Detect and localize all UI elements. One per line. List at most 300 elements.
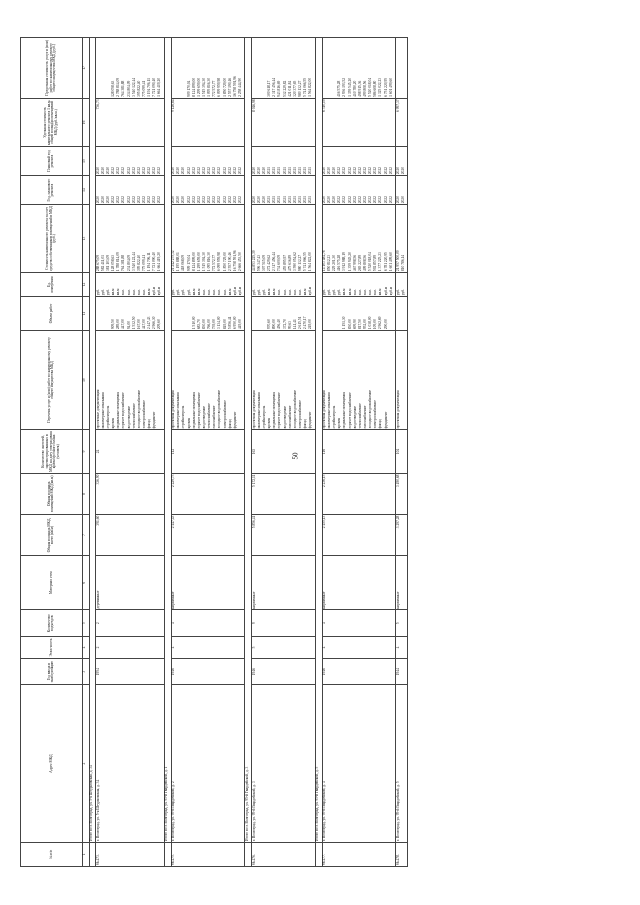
work-cost: 1 788 814,09 (116, 252, 121, 272)
work-plan-year: 2022 (126, 167, 131, 175)
work-unit: кв.м (347, 288, 352, 296)
work-limit: 6 099 959,98 (217, 77, 222, 97)
work-unit: п.м. (142, 289, 146, 296)
work-year: 2020 (332, 196, 337, 204)
build-year: 1954 (96, 658, 165, 685)
work-cost: 1 194 706,11 (147, 252, 152, 272)
work-unit: п.м. (282, 289, 287, 296)
column-header: Объем работ (21, 297, 83, 331)
work-plan-year-list (96, 147, 165, 176)
column-number: 1 (82, 842, 89, 866)
work-name: холодное водоснабжение (368, 389, 373, 429)
column-number: 11 (82, 297, 89, 331)
work-name (402, 332, 407, 429)
work-limit: 586 608,80 (373, 80, 378, 97)
table-header-row (21, 38, 83, 867)
work-name: кровля (186, 417, 191, 429)
column-number: 9 (82, 430, 89, 474)
work-plan-year: 2022 (232, 167, 237, 175)
work-name: стройконтроль (332, 405, 337, 429)
total-title: Итого по г. Волгоград, ул. 95-й Гвардейской, д. 5 (315, 38, 322, 843)
work-year: 2021 (272, 196, 277, 204)
work-cost: 418 068,09 (181, 254, 186, 272)
entrances: 5 (396, 610, 408, 637)
column-number-row (82, 38, 89, 867)
work-limit: 1 850 729,00 (222, 77, 227, 97)
work-volume: 290,00 (383, 319, 388, 330)
work-plan-year: 2022 (373, 167, 378, 175)
work-plan-year: 2022 (201, 167, 206, 175)
work-volume: 1 151,30 (342, 316, 347, 330)
work-unit: руб. (395, 289, 400, 296)
work-unit: п.м. (287, 289, 292, 296)
work-plan-year: 2022 (342, 167, 347, 175)
work-name: проектная документация (171, 390, 176, 429)
work-name: проектная документация (251, 390, 256, 429)
work-plan-year: 2022 (207, 167, 212, 175)
work-unit: руб. (332, 289, 337, 296)
work-volume: 1 532,50 (131, 316, 136, 330)
work-limit: 5 741 066,55 (303, 77, 308, 97)
column-number: 12 (82, 272, 89, 296)
unit-cost: 736,73 (96, 98, 165, 146)
work-volume: 6 950,00 (232, 316, 237, 330)
work-year: 2020 (321, 196, 326, 204)
work-unit: кв.м (303, 288, 308, 296)
work-plan-year: 2022 (227, 167, 232, 175)
building-row (171, 38, 245, 867)
work-volume: 890,00 (272, 319, 277, 330)
work-unit: куб.м (152, 286, 157, 296)
work-cost: 850 812,23 (327, 254, 332, 272)
work-plan-year: 2022 (347, 167, 352, 175)
work-plan-year: 2021 (292, 167, 297, 175)
work-limit: 2 258 444,90 (237, 77, 242, 97)
work-volume: 2 447,43 (147, 316, 152, 330)
work-unit: кв.м (378, 288, 383, 296)
work-name: газоснабжение (287, 405, 292, 429)
work-name: инженерные изыскания (176, 392, 181, 429)
work-name: фасад (378, 419, 383, 429)
work-plan-year: 2022 (352, 167, 357, 175)
work-cost: 272 429,62 (267, 254, 272, 272)
work-unit: руб. (95, 289, 100, 296)
work-year: 2022 (212, 196, 217, 204)
work-plan-year: 2020 (176, 167, 181, 175)
work-year: 2021 (287, 196, 292, 204)
work-unit: руб. (400, 289, 405, 296)
work-cost: 596 347,43 (256, 254, 261, 272)
work-cost: 5 741 066,55 (303, 252, 308, 272)
column-number: 17 (82, 38, 89, 99)
work-plan-year: 2022 (111, 167, 116, 175)
work-volume: 683,70 (196, 319, 201, 330)
work-year: 2020 (95, 196, 100, 204)
work-cost: 6 781 220,95 (383, 252, 388, 272)
work-year: 2022 (157, 196, 162, 204)
work-year: 2022 (347, 196, 352, 204)
work-year: 2022 (136, 196, 141, 204)
living-area: 336,90 (96, 473, 165, 514)
work-name-list (322, 330, 396, 429)
column-header: Предельная стоимость услуг и (или) работ по капитальному ремонту общего имущества МКД (руб.) (21, 38, 83, 99)
work-plan-year: 2022 (147, 167, 152, 175)
work-year: 2022 (142, 196, 146, 204)
work-cost: 775 099,41 (142, 254, 146, 272)
work-plan-year: 2020 (181, 167, 186, 175)
work-year: 2022 (191, 196, 196, 204)
building-row (252, 38, 315, 867)
work-plan-year: 2020 (327, 167, 332, 175)
work-volume: 970,60 (267, 319, 272, 330)
work-limit (402, 39, 407, 97)
work-year: 2022 (383, 196, 388, 204)
column-number: 16 (82, 98, 89, 146)
row-number: Sh.477. (322, 842, 396, 866)
building-address: г. Волгоград, ул. 95-й Гвардейской, д. 2 (171, 685, 245, 842)
total-title: Итого по г. Волгоград, ул. 5-я Штурмовская, д. 34 (89, 38, 96, 843)
work-cost: 8 124 899,00 (191, 252, 196, 272)
row-number: Sh.473. (96, 842, 165, 866)
work-year: 2021 (267, 196, 272, 204)
work-limit: 499 808,56 (363, 80, 368, 97)
work-unit: руб. (321, 289, 326, 296)
work-year: 2022 (152, 196, 157, 204)
work-name: фундамент (152, 411, 157, 429)
work-unit: кв.м (191, 288, 196, 296)
column-number: 4 (82, 637, 89, 659)
work-limit: 1 359 545,20 (347, 77, 352, 97)
work-year: 2020 (171, 196, 176, 204)
work-unit: п.м. (222, 289, 227, 296)
work-name: теплоснабжение (207, 403, 212, 429)
work-volume: 909,50 (111, 319, 116, 330)
total-no (245, 842, 252, 866)
work-cost: 381 103,09 (106, 254, 111, 272)
work-unit-list (171, 272, 245, 296)
work-cost: 234 804,09 (126, 254, 131, 272)
work-name-list (96, 330, 165, 429)
floors: 4 (171, 637, 245, 659)
total-title: Итого по г. Волгоград, ул. 95-й Гвардейской, д. 1 (164, 38, 171, 843)
row-number: Sh.478. (396, 842, 408, 866)
work-name-list (396, 330, 408, 429)
column-header: Перечень услуг и (или) работ по капитальному ремонту общего имущества МКД (21, 330, 83, 429)
work-volume: 209,60 (157, 319, 162, 330)
work-limit: 764 381,88 (121, 80, 126, 97)
work-year: 2020 (106, 196, 111, 204)
work-limit: 2 317 456,44 (272, 77, 277, 97)
work-cost: 3 540 122,44 (131, 252, 136, 272)
work-year: 2022 (368, 196, 373, 204)
building-row (96, 38, 165, 867)
work-unit: п.м. (368, 289, 373, 296)
work-unit: кв.м (196, 288, 201, 296)
work-cost: 3 912 988,19 (342, 252, 347, 272)
column-header: Стоимость капитального ремонта за счет средств собственников помещений в МКД (руб.) (21, 205, 83, 273)
work-limit: 1 325 022,23 (378, 77, 383, 97)
work-name: фасад (303, 419, 308, 429)
work-plan-year: 2022 (186, 167, 191, 175)
living-area: 2 236,15 (322, 473, 396, 514)
building-address: г. Волгоград, ул. 95-й Гвардейской, д. 4 (322, 685, 396, 842)
work-cost: 307 515,09 (261, 254, 266, 272)
column-number: 13 (82, 205, 89, 273)
work-volume: 1 510,00 (191, 316, 196, 330)
work-name: фундамент (383, 411, 388, 429)
column-header: Материал стен (21, 556, 83, 610)
work-name: теплоснабжение (131, 403, 136, 429)
column-number: 5 (82, 610, 89, 637)
work-year: 2022 (388, 196, 393, 204)
work-plan-year: 2020 (100, 167, 105, 175)
work-year: 2021 (277, 196, 282, 204)
work-year: 2022 (342, 196, 347, 204)
total-no (315, 842, 322, 866)
work-volume: 2 962,69 (378, 316, 383, 330)
work-name (239, 332, 244, 429)
work-year: 2020 (395, 196, 400, 204)
work-plan-year: 2020 (251, 167, 256, 175)
work-cost: 7 721 090,40 (152, 252, 157, 272)
work-plan-year: 2022 (368, 167, 373, 175)
entrances: 9 (252, 610, 315, 637)
column-header: Год. планового ремонта (21, 176, 83, 205)
work-year-list (96, 176, 165, 205)
work-limit: 395 822,40 (136, 80, 141, 97)
work-limit: 5 520 018,04 (368, 77, 373, 97)
work-name: водоотведение (126, 405, 131, 429)
work-volume: 830,00 (347, 319, 352, 330)
floors: 4 (396, 637, 408, 659)
work-unit: руб. (181, 289, 186, 296)
work-unit: п.м. (131, 289, 136, 296)
work-limit: 1 601 499,60 (388, 77, 393, 97)
work-name: проектная документация (395, 390, 400, 429)
work-name: кровля (337, 417, 342, 429)
living-area: 2 229,73 (171, 473, 245, 514)
work-limit-list (252, 38, 315, 99)
work-limit: 943 816,69 (277, 80, 282, 97)
work-unit-list (96, 272, 165, 296)
work-name: электроснабжение (373, 400, 378, 429)
work-year: 2022 (147, 196, 152, 204)
work-year: 2022 (227, 196, 232, 204)
column-header: Этаж-ность (21, 637, 83, 659)
row-number: Sh.476. (252, 842, 315, 866)
work-cost: 810 786,14 (400, 254, 405, 272)
work-cost: 2 557 190,46 (227, 252, 232, 272)
work-volume: 5 856,41 (227, 316, 232, 330)
work-cost-list (396, 205, 408, 273)
work-limit: 128 058,63 (111, 80, 116, 97)
work-limit: 7 721 090,40 (152, 77, 157, 97)
work-volume: 94,00 (126, 321, 131, 330)
work-volume: 952,00 (363, 319, 368, 330)
build-year: 1944 (396, 658, 408, 685)
work-year-list (396, 176, 408, 205)
work-unit: руб. (106, 289, 111, 296)
row-number: Sh.475. (171, 842, 245, 866)
total-area: 2 455,13 (322, 514, 396, 555)
work-unit-list (252, 272, 315, 296)
work-cost: 1 377 225,23 (378, 252, 383, 272)
work-cost: 1 095 816,30 (207, 252, 212, 272)
residents: 163 (252, 430, 315, 474)
total-row (315, 38, 322, 867)
column-number: 8 (82, 473, 89, 514)
work-name: газоснабжение (212, 405, 217, 429)
work-year: 2022 (207, 196, 212, 204)
work-cost: 44 853 225,39 (251, 250, 256, 272)
work-cost: 21 957 500,09 (395, 250, 400, 272)
work-unit: п.м. (136, 289, 141, 296)
work-volume: 447,00 (142, 319, 146, 330)
work-limit: 772 572,77 (212, 80, 217, 97)
work-plan-year: 2020 (321, 167, 326, 175)
work-name: проектные документация (95, 389, 100, 429)
column-header: Удельная стоимость капитального ремонта 1 кв.м. общей площади помещений МКД (руб./кв.м.) (21, 98, 83, 146)
work-plan-year: 2022 (337, 167, 342, 175)
work-name: подвальные помещения (342, 392, 347, 429)
work-plan-year: 2022 (142, 167, 146, 175)
building-row (322, 38, 396, 867)
work-cost: 475 636,89 (287, 254, 292, 272)
column-header: Адрес МКД (21, 685, 83, 842)
work-limit: 1 095 816,30 (207, 77, 212, 97)
wall-material: кирпичные (171, 556, 245, 610)
work-unit: п.м. (217, 289, 222, 296)
work-cost-list (252, 205, 315, 273)
column-number: 15 (82, 147, 89, 176)
work-limit: 1 299 659,00 (196, 77, 201, 97)
work-name: инженерные изыскания (256, 392, 261, 429)
entrances: 4 (171, 610, 245, 637)
work-volume: 2 966,30 (152, 316, 157, 330)
work-limit: 421 011,84 (287, 80, 292, 97)
work-volume (390, 298, 395, 329)
work-year: 2022 (201, 196, 206, 204)
work-year: 2022 (357, 196, 362, 204)
work-year: 2020 (400, 196, 405, 204)
column-number: 6 (82, 556, 89, 610)
work-year: 2021 (292, 196, 297, 204)
work-cost-list (96, 205, 165, 273)
work-name: фундамент (232, 411, 237, 429)
column-header: Общая площадь МКД, всего (кв.м) (21, 514, 83, 555)
floors: 4 (322, 637, 396, 659)
work-name: подвальные помещения (191, 392, 196, 429)
residents: 112 (171, 430, 245, 474)
work-cost: 1 564 822,00 (308, 252, 313, 272)
work-cost: 2 317 456,44 (272, 252, 277, 272)
work-plan-year: 2022 (357, 167, 362, 175)
work-name: фундамент (308, 411, 313, 429)
work-name: водоотведение (201, 405, 206, 429)
repair-plan-table (20, 37, 408, 867)
work-volume: 447,00 (121, 319, 126, 330)
work-name: горячее водоснабжение (277, 392, 282, 429)
work-cost: 2 666 453,50 (237, 252, 242, 272)
work-cost: 592 857,89 (373, 254, 378, 272)
build-year: 1946 (322, 658, 396, 685)
work-year: 2022 (337, 196, 342, 204)
column-header: Ед. измерения (21, 272, 83, 296)
work-limit: 3 540 122,44 (131, 77, 136, 97)
work-cost: 6 099 959,98 (217, 252, 222, 272)
work-volume: 817,50 (357, 319, 362, 330)
work-name: фасад (227, 419, 232, 429)
work-year: 2021 (297, 196, 302, 204)
work-name: водоотведение (352, 405, 357, 429)
work-year: 2022 (186, 196, 191, 204)
work-plan-year-list (322, 147, 396, 176)
work-volume: 449,00 (237, 319, 242, 330)
build-year: 1946 (171, 658, 245, 685)
work-plan-year: 2022 (217, 167, 222, 175)
work-name: горячее водоснабжение (121, 392, 126, 429)
work-volume: 99,63 (287, 321, 292, 330)
work-name: подвальные помещения (272, 392, 277, 429)
work-plan-year: 2022 (116, 167, 121, 175)
work-volume: 2 615,51 (297, 316, 302, 330)
work-year: 2022 (196, 196, 201, 204)
work-volume: 456,40 (277, 319, 282, 330)
work-volume: 249,00 (308, 319, 313, 330)
work-plan-year: 2022 (212, 167, 217, 175)
work-unit: п.м. (277, 289, 282, 296)
work-unit: куб.м (383, 286, 388, 296)
work-plan-year-list (252, 147, 315, 176)
work-name: холодное водоснабжение (292, 389, 297, 429)
work-name: инженерные изыскания (327, 392, 332, 429)
work-volume: 830,00 (201, 319, 206, 330)
work-name (158, 332, 163, 429)
work-volume: 141,41 (292, 319, 297, 330)
total-no (89, 842, 96, 866)
work-limit-list (396, 38, 408, 99)
work-volume-list (171, 297, 245, 331)
column-header: Плановый год ремонта (21, 147, 83, 176)
work-year: 2022 (232, 196, 237, 204)
work-limit: 775 099,41 (142, 80, 146, 97)
work-limit-list (96, 38, 165, 99)
work-cost: 980 132,27 (297, 254, 302, 272)
work-cost: 1 601 499,60 (388, 252, 393, 272)
work-year: 2022 (222, 196, 227, 204)
entrances: 4 (322, 610, 396, 637)
work-volume-list (322, 297, 396, 331)
work-cost: 455 895,97 (282, 254, 287, 272)
work-unit: куб.м (157, 286, 162, 296)
work-limit: 8 124 899,00 (191, 77, 196, 97)
work-limit: 1 515 394,30 (201, 77, 206, 97)
work-unit: п.м. (297, 289, 302, 296)
work-volume: 766,00 (207, 319, 212, 330)
work-volume-list (396, 297, 408, 331)
work-limit: 416 575,28 (337, 80, 342, 97)
work-plan-year: 2020 (95, 167, 100, 175)
work-year: 2021 (308, 196, 313, 204)
work-name: кровля (267, 417, 272, 429)
work-plan-year: 2022 (157, 167, 162, 175)
column-number: 3 (82, 658, 89, 685)
residents: 104 (396, 430, 408, 474)
work-cost-list (171, 205, 245, 273)
work-plan-year: 2021 (272, 167, 277, 175)
work-year: 2021 (282, 196, 287, 204)
table-body (89, 38, 408, 867)
